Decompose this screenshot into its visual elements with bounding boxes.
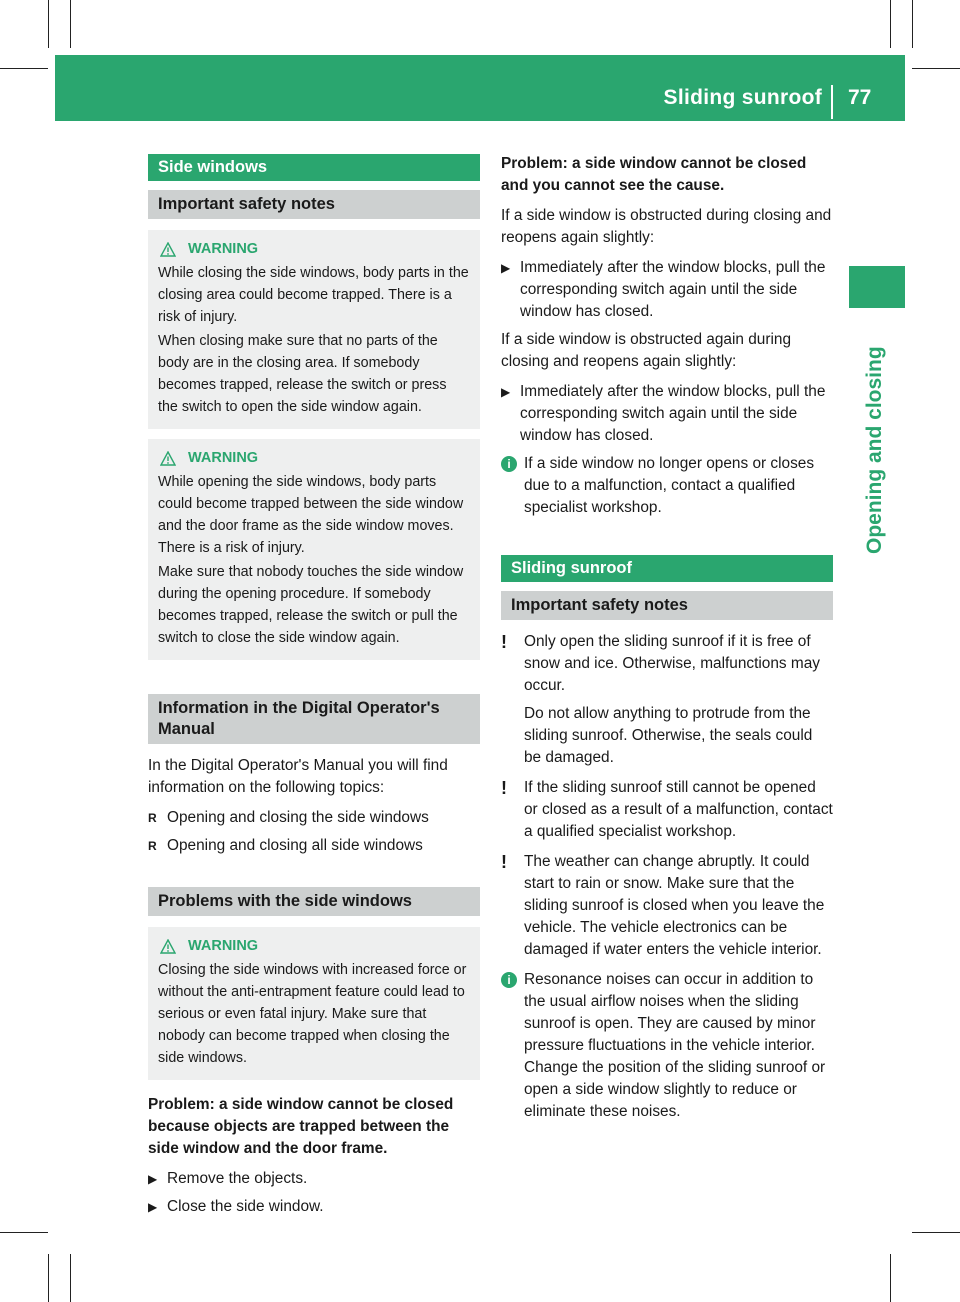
arrow-right-icon: ▶ (501, 261, 511, 275)
crop-mark (0, 1232, 48, 1233)
bullet-icon: R (148, 839, 157, 853)
warning-label: WARNING (188, 450, 259, 466)
exclamation-icon: ! (501, 852, 507, 872)
caution-note: ! If the sliding sunroof still cannot be opened or closed as a result of a malfunction, contact a qualified specialist workshop. (501, 778, 833, 840)
warning-box (148, 927, 480, 1080)
warning-text: While opening the side windows, body parts could become trapped between the side window and the door frame as the side window moves. There is a risk of injury. (158, 474, 464, 556)
chapter-tab-label: Opening and closing (863, 346, 886, 554)
right-column (501, 153, 833, 1131)
crop-mark (912, 0, 913, 48)
subheading-safety-notes: Important safety notes (148, 190, 480, 219)
warning-text: When closing make sure that no parts of the body are in the closing area. If somebody becomes trapped, release the switch or press the switch to open the side window again. (158, 333, 447, 415)
warning-label: WARNING (188, 241, 259, 257)
crop-mark (0, 68, 48, 69)
info-icon: i (501, 456, 517, 472)
warning-label: WARNING (188, 938, 259, 954)
warning-box (148, 439, 480, 660)
subheading-problems: Problems with the side windows (148, 887, 480, 916)
exclamation-icon: ! (501, 632, 507, 652)
caution-note: ! The weather can change abruptly. It could start to rain or snow. Make sure that the sliding sunroof is closed when you leave the vehicle. The vehicle electronics can be damaged if water enters the vehicle interior. (501, 852, 825, 958)
warning-text: Closing the side windows with increased force or without the anti-entrapment feature could lead to serious or even fatal injury. Make sure that nobody can become trapped when closing the side windows. (158, 962, 467, 1066)
warning-triangle-icon (160, 939, 176, 954)
step-item: ▶ Immediately after the window blocks, pull the corresponding switch again until the side window has closed. (501, 383, 826, 444)
crop-mark (912, 1232, 960, 1233)
paragraph: If a side window is obstructed again during closing and reopens again slightly: (501, 331, 792, 370)
left-column (148, 154, 480, 1224)
warning-triangle-icon (160, 451, 176, 466)
warning-text: Make sure that nobody touches the side window during the opening procedure. If somebody becomes trapped, release the switch or pull the switch to close the side window again. (158, 564, 464, 646)
caution-note-continued: Do not allow anything to protrude from the sliding sunroof. Otherwise, the seals could be damaged. (524, 705, 813, 766)
paragraph: If a side window is obstructed during closing and reopens again slightly: (501, 207, 832, 246)
info-note: i Resonance noises can occur in addition to the usual airflow noises when the sliding sunroof is open. They are caused by minor pressure fluctuations in the vehicle interior. Change the position of the sliding sunroof or open a side window slightly to reduce or eliminate these noises. (501, 969, 833, 1123)
subheading-digital-manual: Information in the Digital Operator's Manual (148, 694, 480, 744)
paragraph: In the Digital Operator's Manual you will find information on the following topics: (148, 757, 448, 796)
info-note: i If a side window no longer opens or closes due to a malfunction, contact a qualified specialist workshop. (501, 453, 833, 519)
problem-title: Problem: a side window cannot be closed and you cannot see the cause. (501, 155, 807, 194)
warning-box (148, 230, 480, 429)
section-heading-side-windows: Side windows (148, 154, 480, 181)
warning-triangle-icon (160, 242, 176, 257)
list-item: R Opening and closing all side windows (148, 835, 480, 857)
crop-mark (70, 1254, 71, 1302)
arrow-right-icon: ▶ (148, 1172, 158, 1186)
crop-mark (890, 1254, 891, 1302)
arrow-right-icon: ▶ (148, 1200, 158, 1214)
info-icon: i (501, 972, 517, 988)
section-heading-sliding-sunroof: Sliding sunroof (501, 555, 833, 582)
arrow-right-icon: ▶ (501, 385, 511, 399)
list-item: R Opening and closing the side windows (148, 807, 480, 829)
exclamation-icon: ! (501, 778, 507, 798)
crop-mark (912, 68, 960, 69)
page-number: 77 (848, 86, 872, 109)
crop-mark (70, 0, 71, 48)
crop-mark (890, 0, 891, 48)
crop-mark (48, 0, 49, 48)
problem-title: Problem: a side window cannot be closed because objects are trapped between the side window and the door frame. (148, 1096, 454, 1157)
running-header-title: Sliding sunroof (663, 86, 822, 109)
header-separator (831, 85, 833, 119)
warning-text: While closing the side windows, body parts in the closing area could become trapped. There is a risk of injury. (158, 265, 469, 325)
chapter-tab-marker (849, 266, 905, 308)
step-item: ▶ Close the side window. (148, 1196, 480, 1218)
crop-mark (48, 1254, 49, 1302)
bullet-icon: R (148, 811, 157, 825)
caution-note: ! Only open the sliding sunroof if it is free of snow and ice. Otherwise, malfunctions may occur. (501, 632, 820, 694)
step-item: ▶ Immediately after the window blocks, pull the corresponding switch again until the side window has closed. (501, 259, 826, 320)
subheading-safety-notes: Important safety notes (501, 591, 833, 620)
step-item: ▶ Remove the objects. (148, 1168, 480, 1190)
